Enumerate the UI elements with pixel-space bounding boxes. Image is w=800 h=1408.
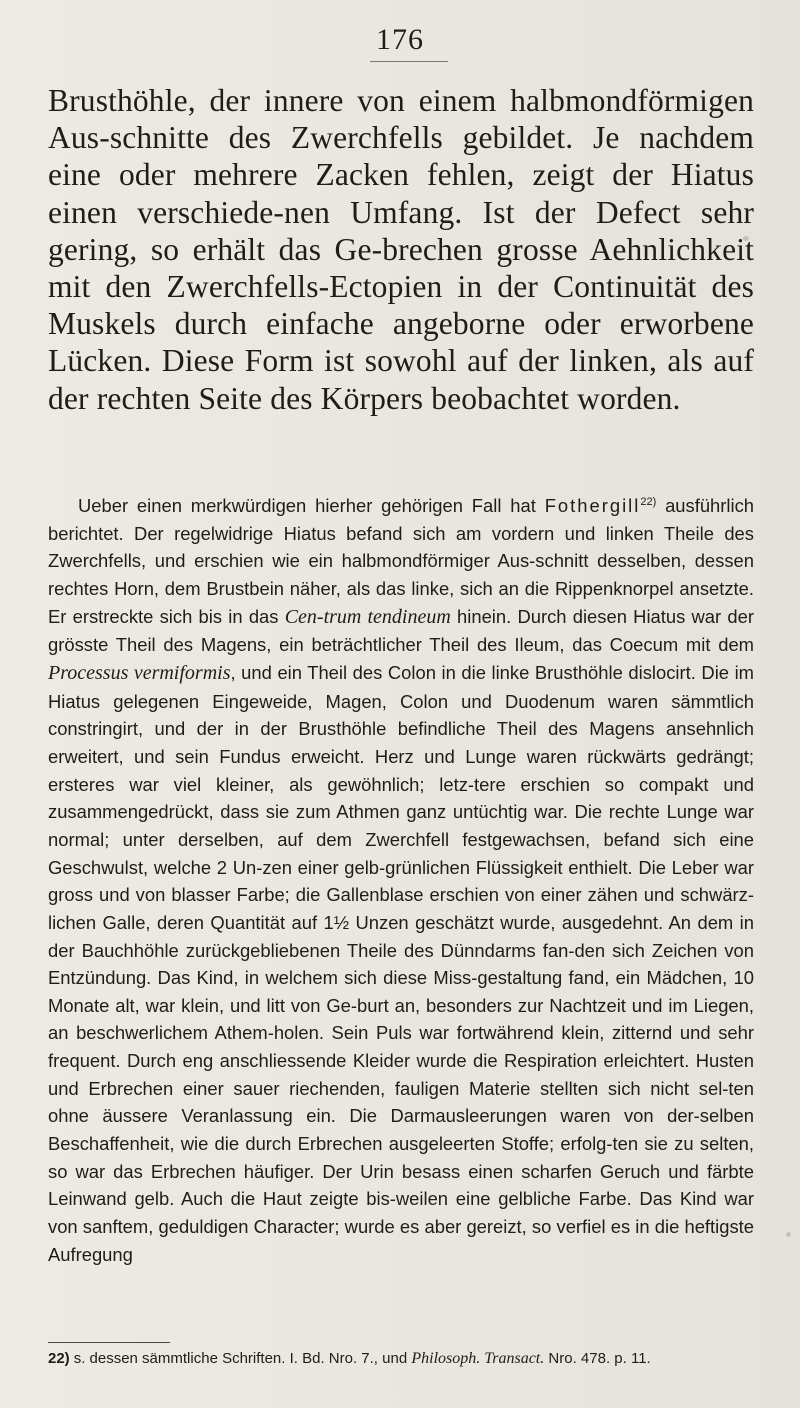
page-number: 176 bbox=[376, 23, 424, 56]
footnote-text-before: s. dessen sämmtliche Schriften. I. Bd. Nro. 7., und bbox=[73, 1350, 412, 1367]
body-text-part-2: ausführlich berichtet. Der regelwidrige Hiatus befand sich am vordern und linken Theile des Zwerchfells, und erschien wie ein halbmondförmiger Aus-schnitt desselben, dessen rechtes Horn, dem Brustbein näher, als das linke, sich an die Rippenknorpel ansetzte. Er erstreckte sich bis in das bbox=[48, 495, 755, 627]
case-report-paragraph bbox=[48, 492, 754, 1268]
latin-term-centrum: Cen-trum tendineum bbox=[284, 605, 451, 628]
body-text-part-1: Ueber einen merkwürdigen hierher gehörigen Fall hat bbox=[78, 495, 545, 516]
author-name: Fothergill bbox=[544, 495, 641, 516]
main-paragraph: Brusthöhle, der innere von einem halbmondförmigen Aus-schnitte des Zwerchfells gebildet. Je nachdem eine oder mehrere Zacken fehlen, zeigt der Hiatus einen verschiede-nen Umfang. Ist der Defect sehr gering, so erhält das Ge-brechen grosse Aehnlichkeit mit den Zwerchfells-Ectopien in der Continuität des Muskels durch einfache angeborne oder erworbene Lücken. Diese Form ist sowohl auf der linken, als auf der rechten Seite des Körpers beobachtet worden. bbox=[48, 83, 754, 416]
footnote-reference: 22) bbox=[640, 495, 657, 508]
latin-term-processus: Processus vermiformis bbox=[48, 661, 231, 684]
footnote-text-after: Nro. 478. p. 11. bbox=[544, 1350, 651, 1367]
footnote-number: 22) bbox=[48, 1350, 70, 1367]
footnote-journal: Philosoph. Transact. bbox=[411, 1350, 545, 1367]
header-rule bbox=[370, 61, 448, 62]
body-text-part-4: , und ein Theil des Colon in die linke Brusthöhle dislocirt. Die im Hiatus gelegenen Eingeweide, Magen, Colon und Duodenum waren sämmtlich constringirt, und der in der Brusthöhle befindliche Theil des Magens ansehnlich erweitert, und sein Fundus erweicht. Herz und Lunge waren rückwärts gedrängt; ersteres war viel kleiner, als gewöhnlich; letz-tere erschien so compakt und zusammengedrückt, dass sie zum Athmen ganz untüchtig war. Die rechte Lunge war normal; unter derselben, auf dem Zwerchfell festgewachsen, befand sich eine Geschwulst, welche 2 Un-zen einer gelb-grünlichen Flüssigkeit enthielt. Die Leber war gross und von blasser Farbe; die Gallenblase erschien von einer zähen und schwärz-lichen Galle, deren Quantität auf 1½ Unzen geschätzt wurde, ausgedehnt. An dem in der Bauchhöhle zurückgebliebenen Theile des Dünndarms fan-den sich Zeichen von Entzündung. Das Kind, in welchem sich diese Miss-gestaltung fand, ein Mädchen, 10 Monate alt, war klein, und litt von Ge-burt an, besonders zur Nachtzeit und im Liegen, an beschwerlichem Athem-holen. Sein Puls war fortwährend klein, zitternd und sehr frequent. Durch eng anschliessende Kleider wurde die Respiration erleichtert. Husten und Erbrechen einer sauer riechenden, fauligen Materie stellten sich nicht sel-ten ohne äussere Veranlassung ein. Die Darmausleerungen waren von der-selben Beschaffenheit, wie die durch Erbrechen ausgeleerten Stoffe; erfolg-ten sie zu selten, so war das Erbrechen häufiger. Der Urin besass einen scharfen Geruch und färbte Leinwand gelb. Auch die Haut zeigte bis-weilen eine gelbliche Farbe. Das Kind war von sanftem, geduldigen Character; wurde es aber gereizt, so verfiel es in die heftigste Aufregung bbox=[48, 661, 754, 1265]
footnote bbox=[48, 1348, 754, 1370]
footnote-rule bbox=[48, 1342, 170, 1343]
paper-spot bbox=[786, 1232, 791, 1237]
body-text-part-3: hinein. Durch diesen Hiatus war der grösste Theil des Magens, ein beträchtlicher Theil des Ileum, das Coecum mit dem bbox=[48, 605, 754, 656]
paper-spot bbox=[743, 236, 749, 241]
